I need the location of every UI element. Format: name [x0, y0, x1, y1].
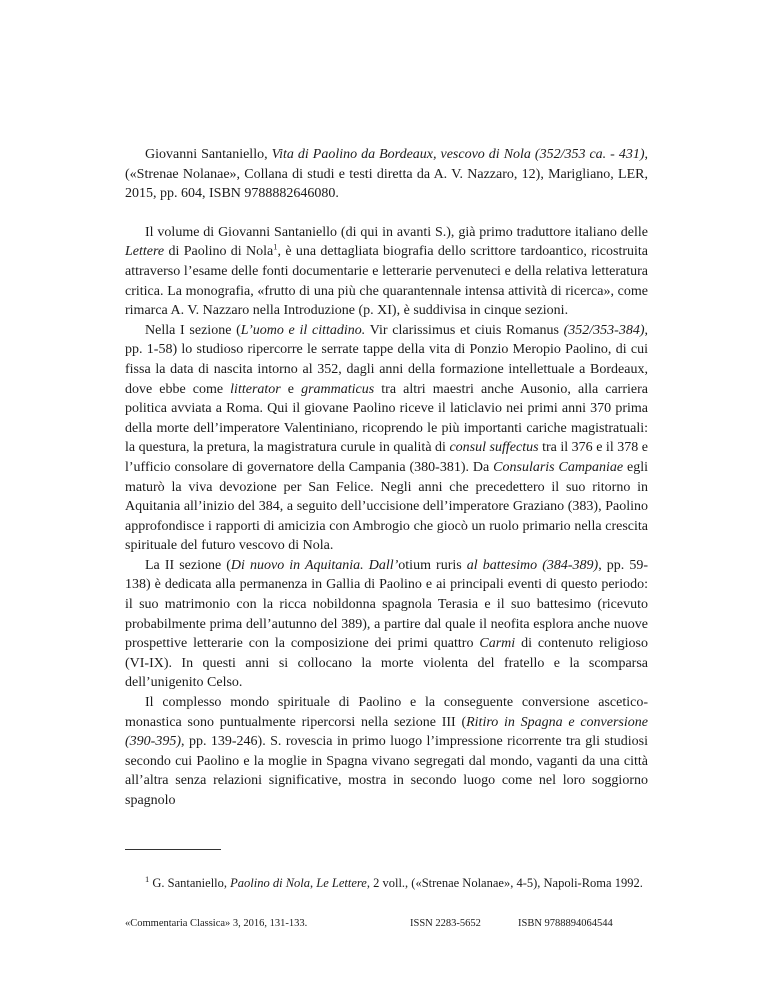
- text-run: , è una dettagliata biografia dello scrittore tardoantico, ricostruita attraverso l’esame delle fonti documentarie e letterarie pervenuteci e della relativa letteratura critica. La monografia, «frutto di una più che quarantennale intensa attività di ricerca», come rimarca A. V. Nazzaro nella Introduzione (p. XI), è suddivisa in cinque sezioni.: [125, 244, 649, 319]
- text-run: di Paolino di Nola: [164, 244, 274, 260]
- text-run: otium ruris: [398, 557, 462, 573]
- text-run: Vir clarissimus et ciuis Romanus: [365, 322, 564, 338]
- text-run: Nella I sezione (: [145, 322, 241, 338]
- journal-reference: «Commentaria Classica» 3, 2016, 131-133.: [125, 918, 308, 929]
- citation-author: Giovanni Santaniello,: [145, 147, 272, 162]
- text-run: , pp. 139-246). S. rovescia in primo luogo l’impressione ricorrente tra gli studiosi secondo cui Paolino e la moglie in Spagna vivano segregati dal mondo, vaganti da una città all’altra senza relazioni significative, mostra in secondo luogo come nel loro soggiorno spagnolo: [125, 734, 648, 808]
- isbn: ISBN 9788894064544: [518, 918, 613, 929]
- footnote-number: 1: [145, 873, 150, 884]
- footnote-reference: 1: [273, 241, 278, 252]
- text-run: tra altri maestri anche Ausonio, alla carriera politica avviata a Roma. Qui il giovane Paolino riceve il laticlavio nei primi anni 370 prima della morte dell’imperatore Valentiniano, ricoprendo le più importanti cariche magistratuali: la questura, la pretura, la magistratura curule in qualità di: [125, 381, 648, 456]
- text-run-italic: Paolino di Nola: [230, 875, 311, 890]
- citation-title: Vita di Paolino da Bordeaux, vescovo di Nola (352/353 ca. - 431): [271, 147, 645, 162]
- footnote-1: [125, 874, 648, 892]
- text-run: La II sezione (: [145, 557, 231, 573]
- text-run: Il volume di Giovanni Santaniello (di qui in avanti S.), già primo traduttore italiano delle: [145, 224, 648, 240]
- text-run: Il complesso mondo spirituale di Paolino e la conseguente conversione ascetico-monastica sono puntualmente ripercorsi nella sezione III (: [125, 695, 648, 730]
- text-run-italic: (352/353-384): [563, 322, 645, 338]
- text-run-italic: grammaticus: [301, 381, 375, 397]
- issn: ISSN 2283-5652: [410, 918, 481, 929]
- book-citation: [125, 145, 648, 204]
- text-run-italic: Carmi: [479, 636, 516, 652]
- paragraph-1: [125, 223, 648, 321]
- text-run-italic: Ritiro in Spagna e conversione (390-395): [125, 714, 648, 750]
- paragraph-4: [125, 693, 648, 811]
- text-run: egli maturò la viva devozione per San Felice. Negli anni che precedettero il suo ritorno in Aquitania all’inizio del 384, a seguito dell’uccisione dell’imperatore Graziano (383), Paolino approfondisce i rapporti di amicizia con Ambrogio che giocò un ruolo primario nella crescita spirituale del futuro vescovo di Nola.: [125, 459, 649, 554]
- text-run-italic: al battesimo (384-389): [461, 557, 599, 573]
- text-run: , 2 voll., («Strenae Nolanae», 4-5), Napoli-Roma 1992.: [366, 875, 643, 890]
- footnote-divider: [125, 849, 221, 850]
- text-run-italic: Le Lettere: [316, 875, 367, 890]
- text-run-italic: Consularis Campaniae: [493, 459, 624, 475]
- text-run-italic: litterator: [230, 381, 281, 397]
- text-run: tra il 376 e il 378 e l’ufficio consolare di governatore della Campania (380-381). Da: [125, 440, 648, 475]
- paragraph-3: [125, 556, 648, 693]
- text-run-italic: Lettere: [125, 244, 165, 260]
- text-run: , pp. 59-138) è dedicata alla permanenza in Gallia di Paolino e ai principali eventi di questo periodo: il suo matrimonio con la ricca nobildonna spagnola Terasia e il suo battesimo (ricevuto probabilmente prima dell’autunno del 389), a partire dal quale il neofita esplora anche nuove prospettive letterarie con la composizione dei primi quattro: [125, 557, 649, 652]
- text-run: G. Santaniello,: [149, 875, 231, 890]
- paragraph-2: [125, 321, 648, 556]
- text-run: ,: [310, 875, 317, 890]
- text-run-italic: L’uomo e il cittadino.: [240, 322, 366, 338]
- text-run-italic: Di nuovo in Aquitania. Dall’: [230, 557, 399, 573]
- page-body: [125, 145, 648, 892]
- text-run: di contenuto religioso (VI-IX). In questi anni si collocano la morte violenta del fratello e la scomparsa dell’unigenito Celso.: [125, 636, 648, 691]
- citation-details: , («Strenae Nolanae», Collana di studi e testi diretta da A. V. Nazzaro, 12), Marigliano, LER, 2015, pp. 604, ISBN 9788882646080.: [125, 147, 648, 202]
- text-run: , pp. 1-58) lo studioso ripercorre le serrate tappe della vita di Ponzio Meropio Paolino, di cui fissa la data di nascita intorno al 352, dagli anni della formazione intellettuale a Bordeaux, dove ebbe come: [125, 322, 649, 397]
- text-run-italic: consul suffectus: [449, 440, 539, 456]
- text-run: e: [280, 381, 302, 397]
